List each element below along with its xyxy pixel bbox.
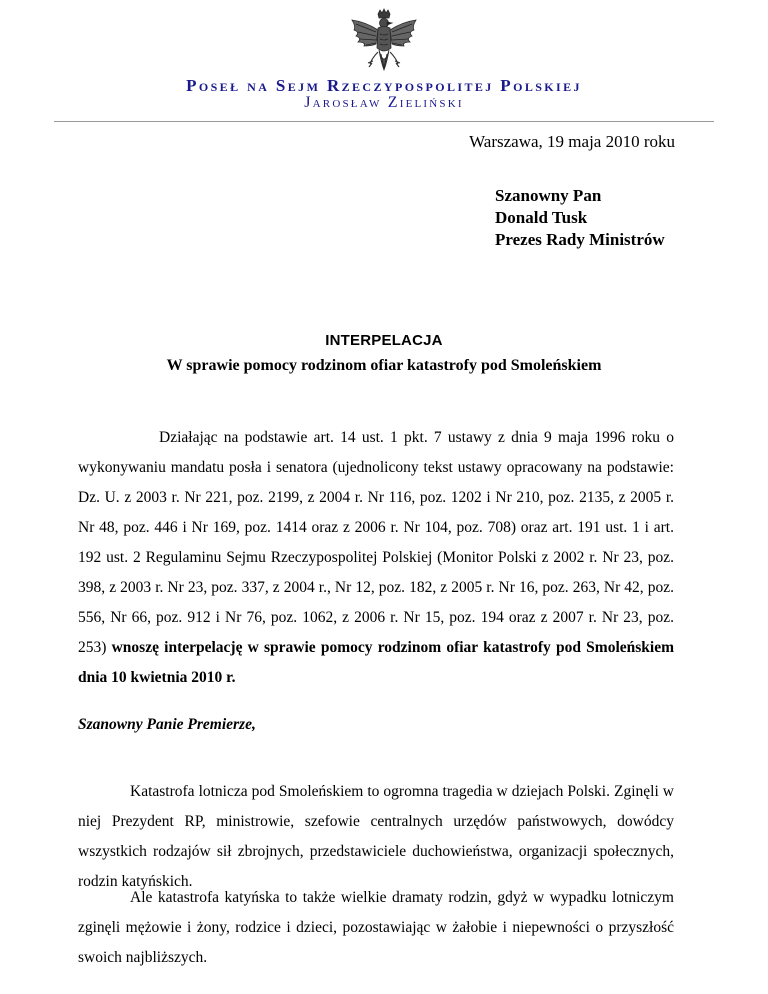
paragraph-catastrophe: Katastrofa lotnicza pod Smoleńskiem to ogromna tragedia w dziejach Polski. Zginęli w niej Prezydent RP, ministrowie, szefowie centralnych urzędów państwowych, dowódcy wszystkich rodzajów sił zbrojnych, przedstawiciele duchowieństwa, organizacji społecznych, rodzin katyńskich. <box>78 783 674 890</box>
paragraph-families: Ale katastrofa katyńska to także wielkie dramaty rodzin, gdyż w wypadku lotniczym zginęli mężowie i żony, rodzice i dzieci, pozostawiając w żałobie i niepewności o przyszłość swoich najbliższych. <box>78 889 674 966</box>
addressee-line-3: Prezes Rady Ministrów <box>495 230 665 249</box>
letter-date: Warszawa, 19 maja 2010 roku <box>469 132 675 151</box>
document-subject: W sprawie pomocy rodzinom ofiar katastrofy pod Smoleńskiem <box>166 357 602 374</box>
paragraph-legal-basis <box>78 423 674 693</box>
letterhead-title: Poseł na Sejm Rzeczypospolitej Polskiej <box>186 76 582 95</box>
document-title: INTERPELACJA <box>325 332 443 349</box>
paragraph-legal-basis-text: Działając na podstawie art. 14 ust. 1 pkt. 7 ustawy z dnia 9 maja 1996 roku o wykonywaniu mandatu posła i senatora (ujednolicony tekst ustawy opracowany na podstawie: Dz. U. z 2003 r. Nr 221, poz. 2199, z 2004 r. Nr 116, poz. 1202 i Nr 210, poz. 2135, z 2005 r. Nr 48, poz. 446 i Nr 169, poz. 1414 oraz z 2006 r. Nr 104, poz. 708) oraz art. 191 ust. 1 i art. 192 ust. 2 Regulaminu Sejmu Rzeczypospolitej Polskiej (Monitor Polski z 2002 r. Nr 23, poz. 398, z 2003 r. Nr 23, poz. 337, z 2004 r., Nr 12, poz. 182, z 2005 r. Nr 16, poz. 263, Nr 42, poz. 556, Nr 66, poz. 912 i Nr 76, poz. 1062, z 2006 r. Nr 15, poz. 194 oraz z 2007 r. Nr 23, poz. 253) <box>78 429 674 656</box>
letterhead-name: Jarosław Zieliński <box>304 94 464 111</box>
paragraph-legal-basis-bold: wnoszę interpelację w sprawie pomocy rodzinom ofiar katastrofy pod Smoleńskiem dnia 10 kwietnia 2010 r. <box>78 639 674 686</box>
letterhead-divider <box>54 121 714 122</box>
salutation: Szanowny Panie Premierze, <box>78 716 256 733</box>
polish-eagle-emblem-icon <box>342 8 426 82</box>
addressee-block <box>495 185 665 251</box>
addressee-line-2: Donald Tusk <box>495 208 588 227</box>
addressee-line-1: Szanowny Pan <box>495 186 602 205</box>
